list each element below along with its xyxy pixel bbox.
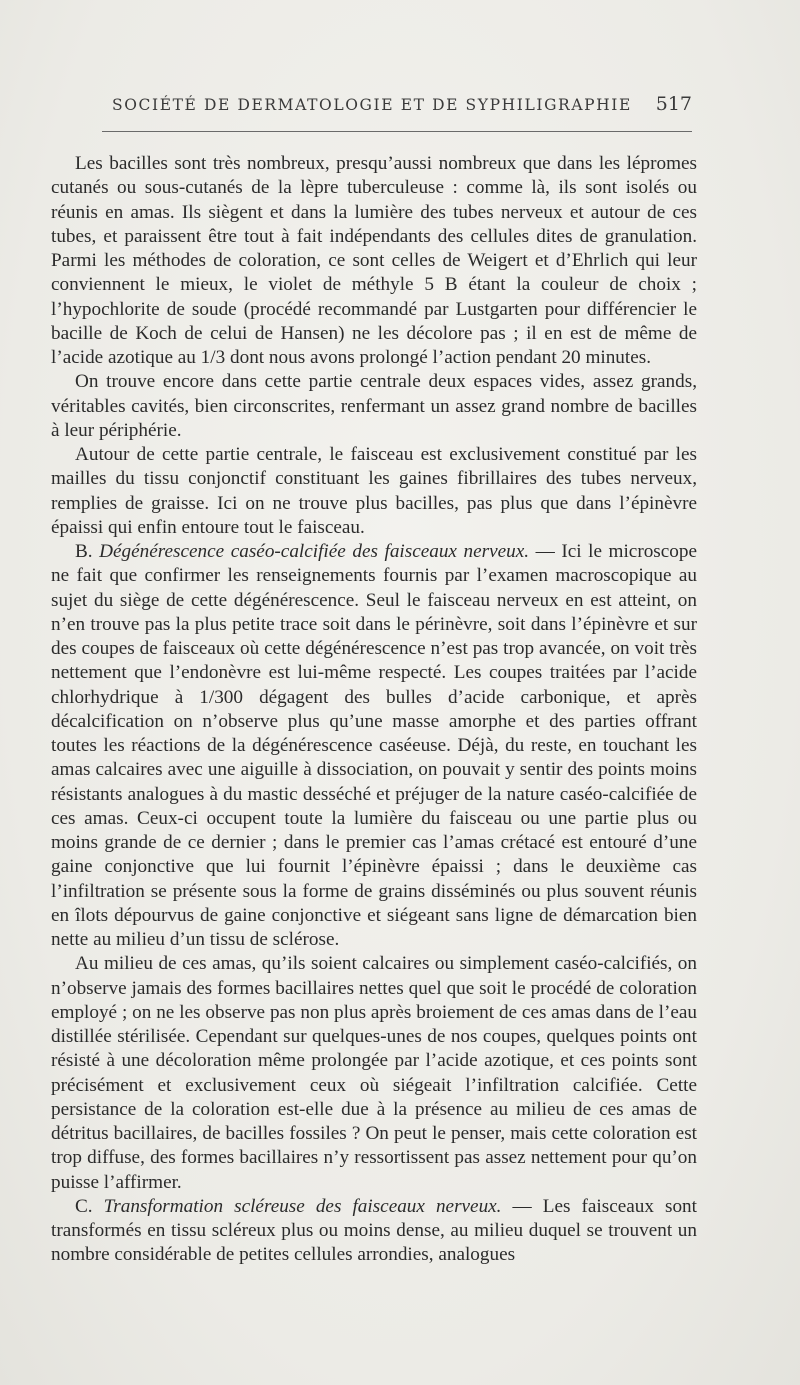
paragraph: On trouve encore dans cette partie centrale deux espaces vides, assez grands, véritables cavités, bien circonscrites, renfermant un assez grand nombre de bacilles à leur périphérie. xyxy=(51,371,697,441)
section-heading: Transformation scléreuse des faisceaux nerveux. xyxy=(103,1195,502,1217)
body-text xyxy=(51,152,697,1268)
page-number: 517 xyxy=(655,93,692,115)
paragraph: C. Transformation scléreuse des faisceaux nerveux. — Les faisceaux sont transformés en tissu scléreux plus ou moins dense, au milieu duquel se trouvent un nombre considérable de petites cellules arrondies, analogues xyxy=(51,1195,697,1266)
header-title: SOCIÉTÉ DE DERMATOLOGIE ET DE SYPHILIGRAPHIE xyxy=(112,96,632,114)
section-heading: Dégénérescence caséo-calcifiée des faisceaux nerveux. xyxy=(99,541,530,562)
paragraph: B. Dégénérescence caséo-calcifiée des faisceaux nerveux. — Ici le microscope ne fait que confirmer les renseignements fournis par l’examen macroscopique au sujet du siège de cette dégénérescence. Seul le faisceau nerveux en est atteint, on n’en trouve pas la plus petite trace soit dans le périnèvre, soit dans l’épinèvre et sur des coupes de faisceaux où cette dégénérescence n’est pas trop avancée, on voit très nettement que l’endonèvre est lui-même respecté. Les coupes traitées par l’acide chlorhydrique à 1/300 dégagent des bulles d’acide carbonique, et après décalcification on n’observe plus qu’une masse amorphe et des parties offrant toutes les réactions de la dégénérescence caséeuse. Déjà, du reste, en touchant les amas calcaires avec une aiguille à dissociation, on pouvait y sentir des points moins résistants analogues à du mastic desséché et préjuger de la nature caséo-calcifiée de ces amas. Ceux-ci occupent toute la lumière du faisceau ou une partie plus ou moins grande de ce dernier ; dans le premier cas l’amas crétacé est entouré d’une gaine conjonctive que lui fournit l’épinèvre épaissi ; dans le deuxième cas l’infiltration se présente sous la forme de grains disséminés ou plus souvent réunis en îlots dépourvus de gaine conjonctive et siégeant sans ligne de démarcation bien nette au milieu d’un tissu de sclérose. xyxy=(51,541,697,950)
section-prefix: B. xyxy=(75,541,100,562)
header-rule xyxy=(102,131,692,132)
running-header xyxy=(112,93,692,122)
paragraph: Au milieu de ces amas, qu’ils soient calcaires ou simplement caséo-calcifiés, on n’observe jamais des formes bacillaires nettes quel que soit le procédé de coloration employé ; on ne les observe pas non plus après broiement de ces amas dans de l’eau distillée stérilisée. Cependant sur quelques-unes de nos coupes, quelques points ont résisté à une décoloration même prolongée par l’acide azotique, et ces points sont précisément et exclusivement ceux où siégeait l’infiltration calcifiée. Cette persistance de la coloration est-elle due à la présence au milieu de ces amas de détritus bacillaires, de bacilles fossiles ? On peut le penser, mais cette coloration est trop diffuse, des formes bacillaires n’y ressortissent pas assez nettement pour qu’on puisse l’affirmer. xyxy=(51,953,697,1193)
paragraph: Autour de cette partie centrale, le faisceau est exclusivement constitué par les mailles du tissu conjonctif constituant les gaines fibrillaires des tubes nerveux, remplies de graisse. Ici on ne trouve plus bacilles, pas plus que dans l’épinèvre épaissi qui enfin entoure tout le faisceau. xyxy=(51,444,697,538)
paragraph: Les bacilles sont très nombreux, presqu’aussi nombreux que dans les lépromes cutanés ou sous-cutanés de la lèpre tuberculeuse : comme là, ils sont isolés ou réunis en amas. Ils siègent et dans la lumière des tubes nerveux et autour de ces tubes, et paraissent être tout à fait indépendants des cellules dites de granulation. Parmi les méthodes de coloration, ce sont celles de Weigert et d’Ehrlich qui leur conviennent le mieux, le violet de méthyle 5 B étant la couleur de choix ; l’hypochlorite de soude (procédé recommandé par Lustgarten pour différencier le bacille de Koch de celui de Hansen) ne les décolore pas ; il en est de même de l’acide azotique au 1/3 dont nous avons prolongé l’action pendant 20 minutes. xyxy=(51,153,697,368)
section-prefix: C. xyxy=(75,1195,104,1217)
